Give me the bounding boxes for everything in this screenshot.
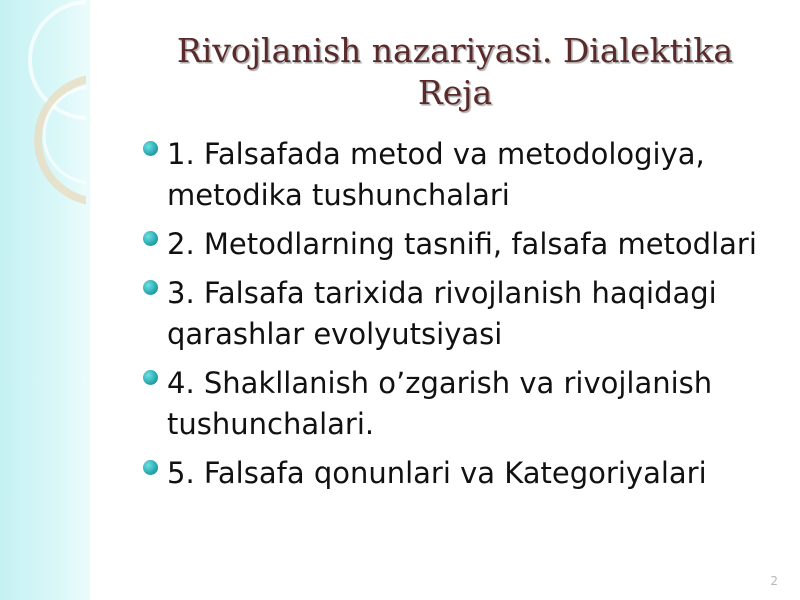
list-item xyxy=(143,363,793,445)
list-item xyxy=(143,273,793,355)
bullet-dot-icon xyxy=(143,280,158,295)
list-item-text: 4. Shakllanish o’zgarish va rivojlanish tushunchalari. xyxy=(167,366,713,441)
bullet-dot-icon xyxy=(143,231,158,246)
bullet-dot-icon xyxy=(143,460,158,475)
list-item-text: 3. Falsafa tarixida rivojlanish haqidagi qarashlar evolyutsiyasi xyxy=(167,276,717,351)
list-item xyxy=(143,134,793,216)
list-item-text: 5. Falsafa qonunlari va Kategoriyalari xyxy=(167,456,707,490)
left-decorative-band xyxy=(0,0,90,600)
slide-title xyxy=(90,30,800,114)
bullet-dot-icon xyxy=(143,370,158,385)
page-number: 2 xyxy=(770,574,778,588)
list-item-text: 2. Metodlarning tasnifi, falsafa metodlari xyxy=(167,227,757,261)
bullet-list xyxy=(143,134,793,502)
title-line-2: Reja xyxy=(417,73,493,112)
list-item xyxy=(143,224,793,265)
list-item xyxy=(143,453,793,494)
list-item-text: 1. Falsafada metod va metodologiya, metodika tushunchalari xyxy=(167,137,705,212)
decorative-rings-icon xyxy=(0,0,90,260)
bullet-dot-icon xyxy=(143,141,158,156)
title-line-1: Rivojlanish nazariyasi. Dialektika xyxy=(176,31,734,70)
